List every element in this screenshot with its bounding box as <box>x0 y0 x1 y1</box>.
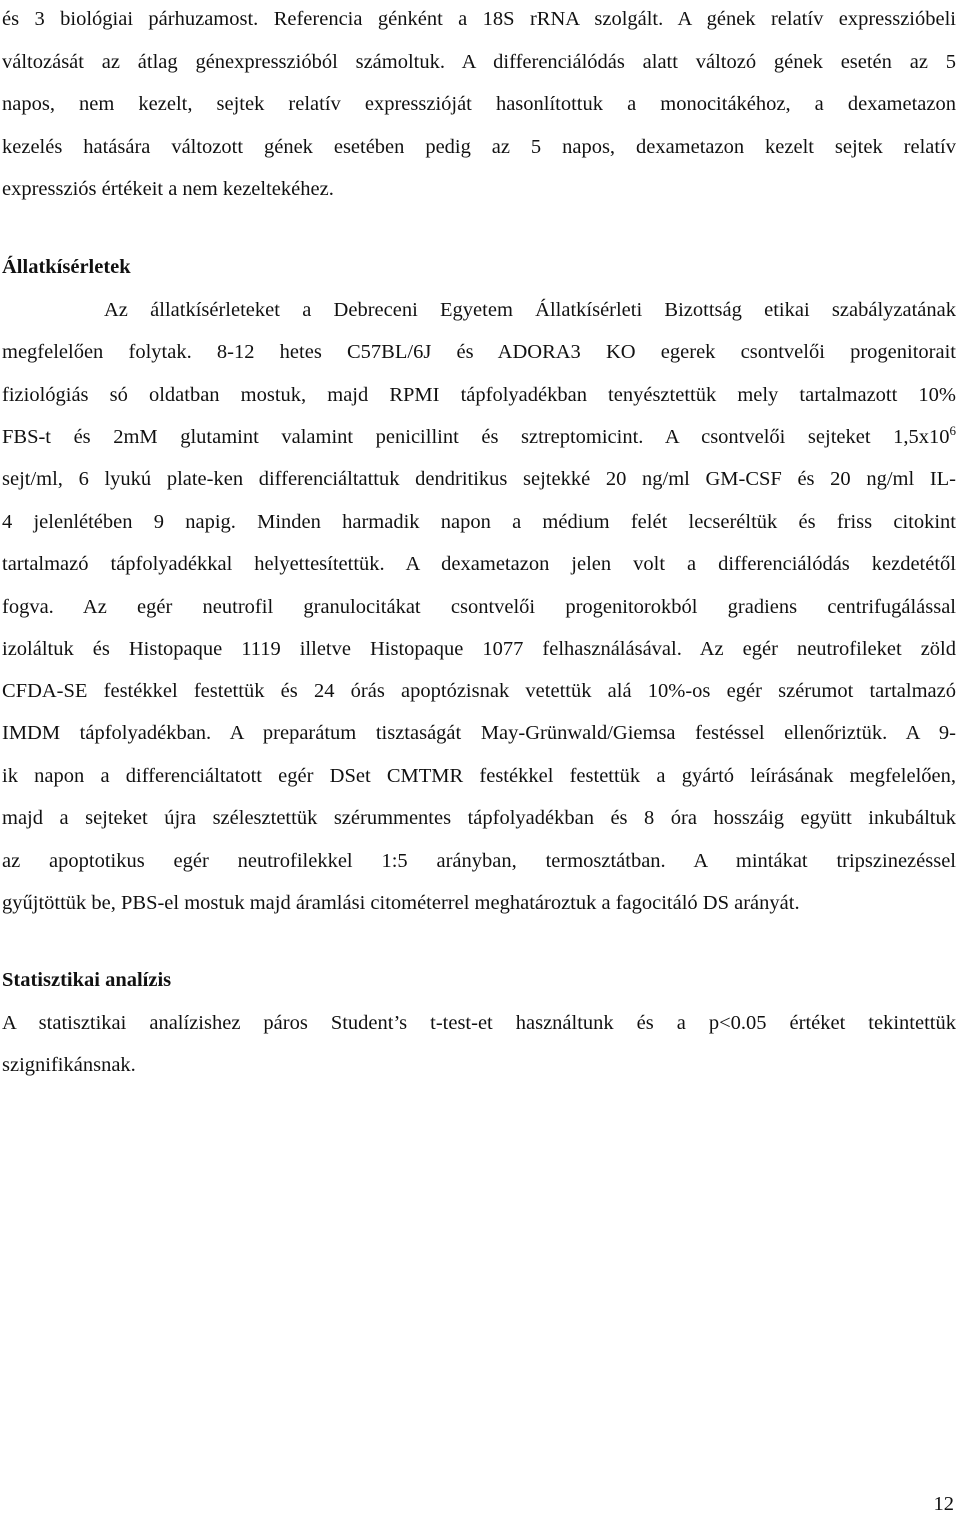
section-heading-statisztikai-analizis: Statisztikai analízis <box>2 969 172 991</box>
text-line: az apoptotikus egér neutrofilekkel 1:5 arányban, termosztátban. A mintákat tripszinezéssel <box>2 850 956 872</box>
text-fragment: FBS-t és 2mM glutamint valamint penicillint és sztreptomicint. A csontvelői sejteket 1,5x10 <box>2 426 950 448</box>
section-heading-allatkiserletek: Állatkísérletek <box>2 256 131 278</box>
text-line: majd a sejteket újra szélesztettük szérummentes tápfolyadékban és 8 óra hosszáig együtt inkubáltuk <box>2 807 956 829</box>
text-line: kezelés hatására változott gének esetében pedig az 5 napos, dexametazon kezelt sejtek relatív <box>2 136 956 158</box>
text-line: ik napon a differenciáltatott egér DSet CMTMR festékkel festettük a gyártó leírásának megfelelően, <box>2 765 956 787</box>
text-line: CFDA-SE festékkel festettük és 24 órás apoptózisnak vetettük alá 10%-os egér szérumot tartalmazó <box>2 680 956 702</box>
text-line: változását az átlag génexpresszióból számoltuk. A differenciálódás alatt változó gének esetén az 5 <box>2 51 956 73</box>
text-line: fogva. Az egér neutrofil granulocitákat csontvelői progenitorokból gradiens centrifugálással <box>2 596 956 618</box>
text-line: expressziós értékeit a nem kezeltekéhez. <box>2 178 334 200</box>
text-line: sejt/ml, 6 lyukú plate-ken differenciáltattuk dendritikus sejtekké 20 ng/ml GM-CSF és 20 ng/ml IL- <box>2 468 956 490</box>
text-line: 4 jelenlétében 9 napig. Minden harmadik napon a médium felét lecseréltük és friss citokint <box>2 511 956 533</box>
text-line: szignifikánsnak. <box>2 1054 136 1076</box>
text-line: gyűjtöttük be, PBS-el mostuk majd áramlási citométerrel meghatároztuk a fagocitáló DS arányát. <box>2 892 800 914</box>
page-number: 12 <box>933 1493 954 1515</box>
text-line <box>2 425 956 449</box>
superscript-exponent: 6 <box>949 423 956 438</box>
text-line: A statisztikai analízishez páros Student’s t-test-et használtunk és a p<0.05 értéket tekintettük <box>2 1012 956 1034</box>
text-line: megfelelően folytak. 8-12 hetes C57BL/6J és ADORA3 KO egerek csontvelői progenitorait <box>2 341 956 363</box>
text-line: Az állatkísérleteket a Debreceni Egyetem Állatkísérleti Bizottság etikai szabályzatának <box>104 299 956 321</box>
text-line: fiziológiás só oldatban mostuk, majd RPMI tápfolyadékban tenyésztettük mely tartalmazott 10% <box>2 384 956 406</box>
text-line: és 3 biológiai párhuzamost. Referencia génként a 18S rRNA szolgált. A gének relatív expresszióbeli <box>2 8 956 30</box>
text-line: tartalmazó tápfolyadékkal helyettesítettük. A dexametazon jelen volt a differenciálódás kezdetétől <box>2 553 956 575</box>
text-line: napos, nem kezelt, sejtek relatív expresszióját hasonlítottuk a monocitákéhoz, a dexametazon <box>2 93 956 115</box>
text-line: IMDM tápfolyadékban. A preparátum tisztaságát May-Grünwald/Giemsa festéssel ellenőriztük. A 9- <box>2 722 956 744</box>
text-line: izoláltuk és Histopaque 1119 illetve Histopaque 1077 felhasználásával. Az egér neutrofileket zöld <box>2 638 956 660</box>
